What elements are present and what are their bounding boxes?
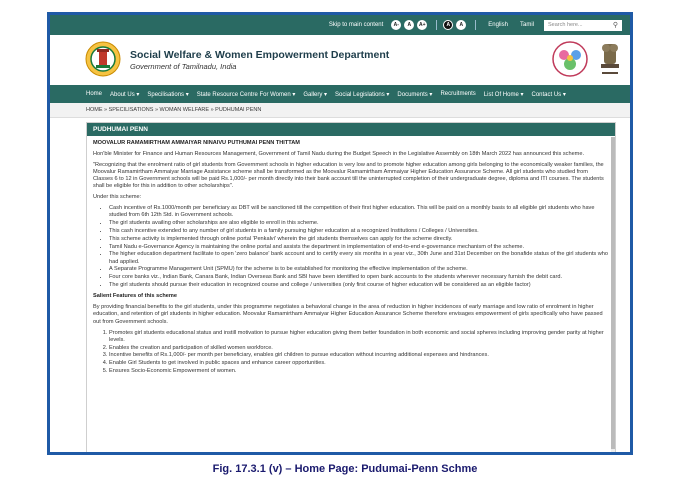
lang-tamil-link[interactable]: Tamil: [519, 22, 534, 28]
nav-state-resource-centre[interactable]: State Resource Centre For Women ▾: [196, 91, 296, 98]
content-body: [87, 136, 615, 381]
salient-paragraph: By providing financial benefits to the girl students, under this programme negotiates a behavioral change in the area of reduction in higher incidences of early marriage and low ratio of enrolment in higher education, and retention of girl students in higher education. Moovalur Ramamirtham Ammaiyar Higher Education Assurance Scheme therefore envisages empowerment of girls specifically who have passed out from Government schools.: [93, 304, 603, 325]
nav-recruitments[interactable]: Recruitments: [440, 91, 476, 97]
national-emblem-icon: [596, 40, 624, 80]
list-item: • The girl students should pursue their education in recognized course and college / universities (only first course of higher education will be considered as an eligible factor): [109, 282, 609, 289]
list-item: • This scheme activity is implemented through online portal 'Penkalvi' wherein the girl students themselves can apply for the scheme directly.: [109, 236, 609, 243]
tn-emblem-icon[interactable]: [85, 41, 121, 77]
salient-heading: Salient Features of this scheme: [93, 293, 177, 300]
page-title: Social Welfare & Women Empowerment Department: [130, 49, 390, 61]
list-item: • This cash incentive extended to any number of girl students in a family pursuing higher education at a recognized Institutions / Colleges / Universities.: [109, 228, 609, 235]
list-item: • A Separate Programme Management Unit (SPMU) for the scheme is to be established for monitoring the effective implementation of the scheme.: [109, 266, 609, 273]
contrast-dark-button[interactable]: A: [443, 20, 453, 30]
scheme-bullet-list: [109, 205, 609, 289]
features-numbered-list: [109, 330, 609, 376]
divider: [436, 20, 437, 30]
list-item: 2. Enables the creation and participation of skilled women workforce.: [109, 345, 609, 352]
scheme-title: MOOVALUR RAMAMIRTHAM AMMAIYAR NINAIVU PUTHUMAI PENN THITTAM: [93, 140, 300, 146]
skip-to-content-link[interactable]: Skip to main content: [328, 22, 384, 28]
font-decrease-button[interactable]: A-: [391, 20, 401, 30]
figure-caption: Fig. 17.3.1 (v) – Home Page: Pudumai-Penn Schme: [212, 463, 478, 475]
list-item: 1. Promotes girl students educational status and instill motivation to pursue higher education giving them better foundation in both economic and social spheres including improving gender parity at higher levels.: [109, 330, 609, 345]
list-item: • The girl students availing other scholarships are also eligible to enroll in this scheme.: [109, 220, 609, 227]
nav-documents[interactable]: Documents ▾: [397, 91, 433, 98]
nav-about-us[interactable]: About Us ▾: [110, 91, 140, 98]
list-item: 3. Incentive benefits of Rs.1,000/- per month per beneficiary, enables girl children to pursue education without incurring additional expenses and hindrances.: [109, 352, 609, 359]
list-item: • The higher education department facilitate to open 'zero balance' bank account and to certify every six months in a year viz., 30th June and 31st December on the bonafide status of the girl students who had applied.: [109, 251, 609, 266]
content-heading: PUDHUMAI PENN: [87, 123, 615, 136]
under-scheme-label: Under this scheme:: [93, 194, 142, 201]
content-panel: [86, 122, 616, 455]
top-utility-bar: [50, 15, 630, 35]
divider: [50, 117, 630, 118]
search-placeholder: Search here...: [548, 22, 583, 28]
breadcrumb[interactable]: HOME » SPECILISATIONS » WOMAN WELFARE » PUDHUMAI PENN: [50, 103, 630, 117]
main-navigation: [50, 85, 630, 103]
lang-english-link[interactable]: English: [488, 22, 508, 28]
quote-paragraph: "Recognizing that the enrolment ratio of girl students from Government schools in higher education is very low and to promote higher education among girls belonging to the economically weaker families, the Moovalur Ramamirtham Ammaiyar Marriage Assistance scheme shall be transformed as the Moovalur Ramamirtham Ammaiyar Higher Education Assurance Scheme. All girl students who studied from Classes 6 to 12 in Government schools will be paid Rs.1,000/- per month directly into their bank account till the uninterrupted completion of their undergraduate degree, diploma and ITI courses. The students shall be eligible for this in addition to other scholarships".: [93, 161, 604, 190]
nav-gallery[interactable]: Gallery ▾: [303, 91, 328, 98]
scrollbar-thumb[interactable]: [611, 137, 615, 449]
list-item: • Tamil Nadu e-Governance Agency is maintaining the online portal and assists the department in implementation of end-to-end e-governance mechanism of the scheme.: [109, 244, 609, 251]
list-item: 5. Ensures Socio-Economic Empowerment of women.: [109, 368, 609, 375]
nav-social-legislations[interactable]: Social Legislations ▾: [335, 91, 390, 98]
list-item: • Four core banks viz., Indian Bank, Canara Bank, Indian Overseas Bank and SBI have been identified to open bank accounts to the students wherever necessary furnish the debit card.: [109, 274, 609, 281]
nav-specilisations[interactable]: Specilisations ▾: [147, 91, 189, 98]
contrast-light-button[interactable]: A: [456, 20, 466, 30]
search-input[interactable]: [544, 20, 622, 31]
site-header: [50, 35, 630, 85]
search-icon[interactable]: ⚲: [612, 22, 618, 29]
font-increase-button[interactable]: A+: [419, 22, 426, 28]
browser-frame: [47, 12, 633, 455]
list-item: • Cash incentive of Rs.1000/month per beneficiary as DBT will be sanctioned till the competition of their first higher education. This will be paid on a monthly basis to all eligible girl students who have studied from 6th 12th Std. in Government schools.: [109, 205, 609, 220]
page-subtitle: Government of Tamilnadu, India: [130, 62, 237, 71]
intro-paragraph: Hon'ble Minister for Finance and Human Resources Management, Government of Tamil Nadu during the Budget Speech in the Legislative Assembly on 18th March 2022 has announced this scheme.: [93, 150, 585, 157]
divider: [475, 20, 476, 30]
list-item: 4. Enable Girl Students to get involved in public spaces and enhance career opportunities.: [109, 360, 609, 367]
font-normal-button[interactable]: A: [404, 20, 414, 30]
nav-contact-us[interactable]: Contact Us ▾: [531, 91, 566, 98]
department-logo-icon: [552, 41, 588, 77]
nav-list-of-home[interactable]: List Of Home ▾: [483, 91, 524, 98]
nav-home[interactable]: Home: [86, 91, 103, 97]
